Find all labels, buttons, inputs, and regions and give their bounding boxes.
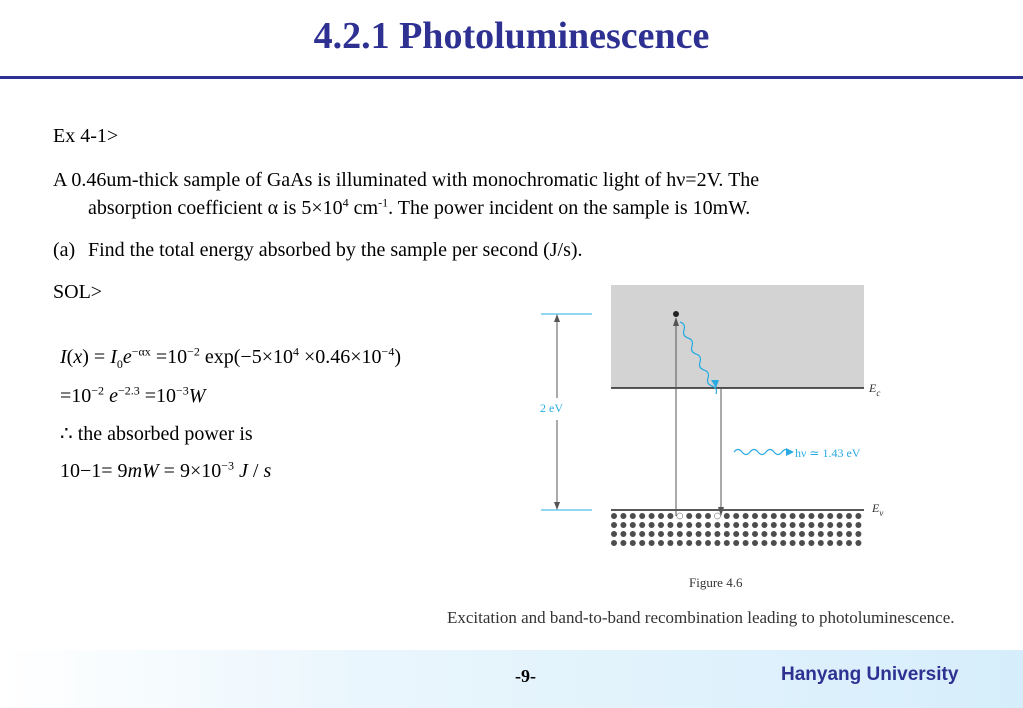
electron-dot xyxy=(686,522,692,528)
electron-dot xyxy=(799,540,805,546)
emitted-photon-wave xyxy=(734,450,790,455)
electron-dot xyxy=(611,531,617,537)
electron-dot xyxy=(855,540,861,546)
electron-dot xyxy=(620,531,626,537)
electron-dot xyxy=(658,513,664,519)
electron-dot xyxy=(752,531,758,537)
electron-dot xyxy=(808,522,814,528)
electron-dot xyxy=(752,513,758,519)
electron-dot xyxy=(818,513,824,519)
electron-dot xyxy=(799,522,805,528)
electron-dot xyxy=(649,522,655,528)
band-diagram-figure xyxy=(500,280,920,570)
electron-dot xyxy=(837,540,843,546)
electron-dot xyxy=(630,522,636,528)
example-label: Ex 4-1> xyxy=(53,125,119,147)
electron-dot xyxy=(639,513,645,519)
electron-dot xyxy=(705,513,711,519)
problem-line-2: absorption coefficient α is $5\times 10^4$ $cm^{-1}$. The power incident on the sample is 10mW. xyxy=(88,195,751,219)
electron-dot xyxy=(705,540,711,546)
electron-dot xyxy=(677,522,683,528)
electron-dot xyxy=(658,522,664,528)
electron-dot xyxy=(827,522,833,528)
problem-line-1: A 0.46um-thick sample of GaAs is illuminated with monochromatic light of hν=2V. The xyxy=(53,169,760,191)
electron-dot xyxy=(790,540,796,546)
electron-dot xyxy=(611,522,617,528)
equation-4: $10-1= 9mW = 9\times 10^{-3}$ J / s xyxy=(60,458,272,482)
electron-dot xyxy=(846,531,852,537)
electron-dot xyxy=(752,540,758,546)
electron-dot xyxy=(620,513,626,519)
electron-dot xyxy=(761,513,767,519)
electron-dot xyxy=(714,540,720,546)
electron-dot xyxy=(733,540,739,546)
electron-dot xyxy=(818,531,824,537)
page-number: -9- xyxy=(515,666,536,686)
electron-dot xyxy=(639,540,645,546)
electron-dot xyxy=(649,531,655,537)
electron-dot xyxy=(761,522,767,528)
electron-dot xyxy=(686,531,692,537)
electron-dot xyxy=(790,513,796,519)
electron-dot xyxy=(639,522,645,528)
electron-dot xyxy=(733,522,739,528)
electron-dot xyxy=(724,540,730,546)
electron-dot xyxy=(837,522,843,528)
solution-label: SOL> xyxy=(53,281,103,303)
electron-dot xyxy=(733,531,739,537)
electron-dot xyxy=(649,513,655,519)
electron-dot xyxy=(649,540,655,546)
electron-dot xyxy=(724,531,730,537)
electron-dot xyxy=(724,522,730,528)
question-a-label: (a) xyxy=(53,239,76,261)
electron-dot xyxy=(827,540,833,546)
electron-dot xyxy=(620,540,626,546)
conduction-band-region xyxy=(611,285,864,388)
electron-dot xyxy=(771,513,777,519)
electron-dot xyxy=(799,513,805,519)
hole xyxy=(714,513,720,519)
electron-dot xyxy=(696,522,702,528)
electron-dot xyxy=(780,522,786,528)
electron-dot xyxy=(837,513,843,519)
equation-1: $I(x) = I_0e^{-\alpha x} =10^{-2}$ $\exp(-5\times 10^4 \times 0.46\times 10^{-4})$ xyxy=(60,344,401,371)
electron-dot xyxy=(667,513,673,519)
electron-dot xyxy=(743,531,749,537)
electron-dot xyxy=(846,540,852,546)
electron-dot xyxy=(696,531,702,537)
electron-dot xyxy=(855,531,861,537)
electron-dot xyxy=(696,540,702,546)
figure-number: Figure 4.6 xyxy=(689,575,743,590)
electron-dot xyxy=(611,513,617,519)
electron-dot xyxy=(808,531,814,537)
electron-dot xyxy=(667,531,673,537)
electron-dot xyxy=(761,540,767,546)
electron-dot xyxy=(790,531,796,537)
electron-dot xyxy=(658,540,664,546)
electron-dot xyxy=(733,513,739,519)
equation-2: $=10^{-2}$ $e^{-2.3} =10^{-3}W$ xyxy=(60,383,206,407)
electron-dot xyxy=(808,540,814,546)
electron-dot xyxy=(771,531,777,537)
valence-band-electrons xyxy=(611,513,861,546)
electron-dot xyxy=(818,540,824,546)
electron-dot xyxy=(677,540,683,546)
electron-dot xyxy=(667,522,673,528)
electron-dot xyxy=(705,522,711,528)
electron-dot xyxy=(639,531,645,537)
ev-label: $E_v$ xyxy=(872,501,884,518)
electron-dot xyxy=(761,531,767,537)
title-divider xyxy=(0,76,1023,79)
electron-dot xyxy=(705,531,711,537)
electron-dot xyxy=(837,531,843,537)
electron-dot xyxy=(630,513,636,519)
electron-dot xyxy=(620,522,626,528)
electron-dot xyxy=(686,540,692,546)
electron-dot xyxy=(827,513,833,519)
electron-dot xyxy=(714,531,720,537)
emission-label: hν ≃ 1.43 eV xyxy=(795,446,861,460)
electron-dot xyxy=(667,540,673,546)
electron-dot xyxy=(743,522,749,528)
electron-dot xyxy=(855,522,861,528)
electron-dot xyxy=(771,540,777,546)
electron-dot xyxy=(846,522,852,528)
electron-dot xyxy=(846,513,852,519)
electron-dot xyxy=(855,513,861,519)
electron-dot xyxy=(658,531,664,537)
electron-dot xyxy=(696,513,702,519)
electron-dot xyxy=(714,522,720,528)
electron-dot xyxy=(611,540,617,546)
hole xyxy=(677,513,683,519)
electron-dot xyxy=(743,513,749,519)
equation-3: ∴ the absorbed power is xyxy=(60,423,253,445)
electron-dot xyxy=(799,531,805,537)
electron-dot xyxy=(677,531,683,537)
ec-label: $E_c$ xyxy=(869,381,881,398)
electron-dot xyxy=(743,540,749,546)
electron-dot xyxy=(630,531,636,537)
electron-dot xyxy=(780,513,786,519)
university-name: Hanyang University xyxy=(781,664,959,685)
electron-dot xyxy=(780,531,786,537)
figure-caption: Excitation and band-to-band recombination leading to photoluminescence. xyxy=(447,608,955,627)
electron-dot xyxy=(827,531,833,537)
electron-dot xyxy=(780,540,786,546)
electron-dot xyxy=(818,522,824,528)
electron-dot xyxy=(771,522,777,528)
electron-dot xyxy=(808,513,814,519)
electron-dot xyxy=(630,540,636,546)
electron-dot xyxy=(752,522,758,528)
electron-dot xyxy=(790,522,796,528)
page-title: 4.2.1 Photoluminescence xyxy=(313,15,710,57)
excited-electron xyxy=(673,311,679,317)
question-a-text: Find the total energy absorbed by the sample per second (J/s). xyxy=(88,239,583,261)
electron-dot xyxy=(724,513,730,519)
gap-label: 2 eV xyxy=(540,401,563,415)
electron-dot xyxy=(686,513,692,519)
